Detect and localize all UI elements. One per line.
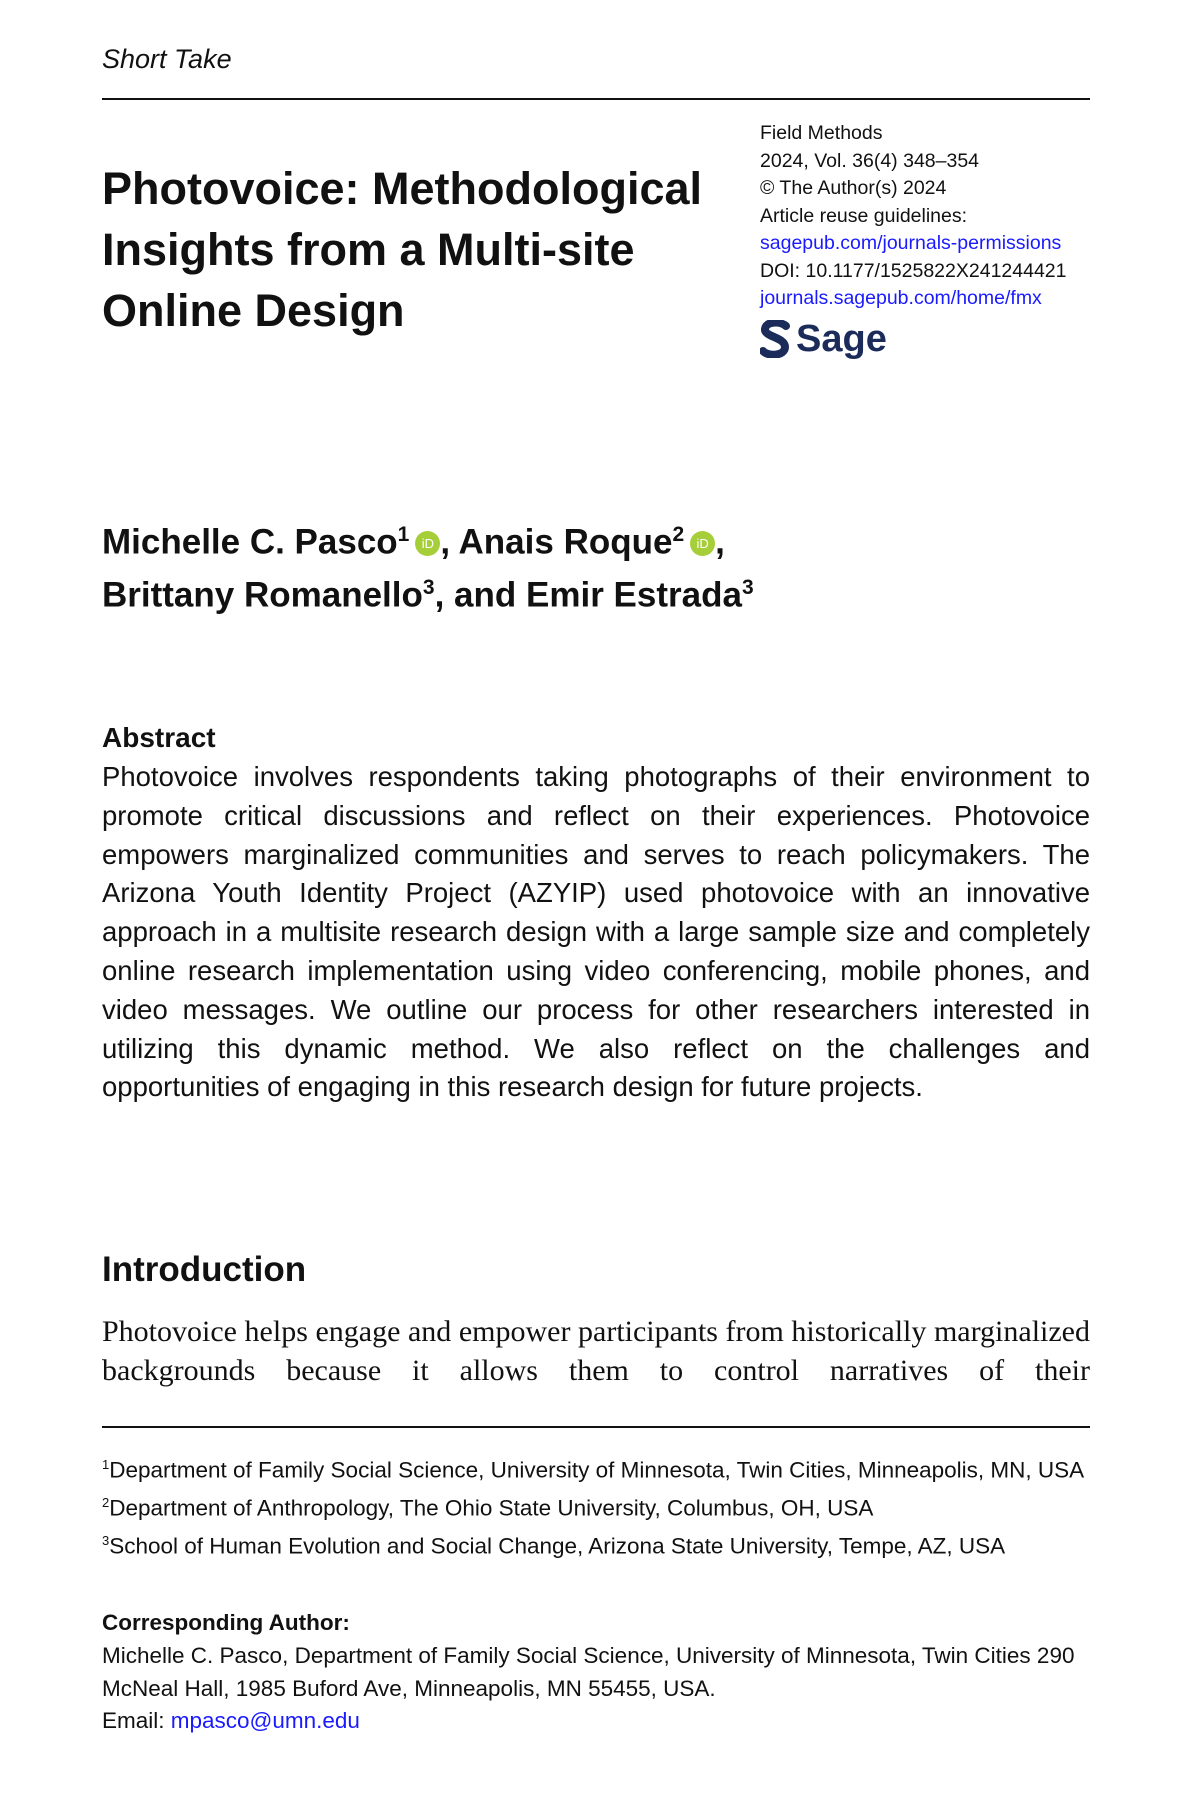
affiliation-marker: 3: [741, 575, 754, 599]
reuse-link[interactable]: sagepub.com/journals-permissions: [760, 232, 1062, 254]
affiliations: [102, 1449, 1090, 1563]
header-rule: [102, 98, 1090, 100]
author-list: [102, 512, 754, 617]
reuse-label: Article reuse guidelines:: [760, 204, 968, 227]
corresponding-heading: Corresponding Author:: [102, 1610, 350, 1635]
affiliation-item: $^3$School of Human Evolution and Social Change, Arizona State University, Tempe, AZ, USA: [102, 1533, 1006, 1559]
affiliation-marker: 2: [672, 523, 685, 546]
introduction-text: Photovoice helps engage and empower participants from historically marginalized backgrounds because it allows them to control narratives of their: [102, 1315, 1090, 1387]
abstract-heading: Abstract: [102, 722, 216, 753]
author-name[interactable]: Emir Estrada: [526, 575, 742, 615]
separator: ,: [715, 522, 725, 562]
sage-wordmark: Sage: [796, 317, 887, 360]
journal-link[interactable]: journals.sagepub.com/home/fmx: [760, 287, 1042, 309]
affiliation-item: $^2$Department of Anthropology, The Ohio State University, Columbus, OH, USA: [102, 1495, 874, 1521]
orcid-icon[interactable]: iD: [415, 531, 440, 556]
orcid-icon[interactable]: iD: [690, 531, 715, 556]
email-link[interactable]: mpasco@umn.edu: [170, 1708, 360, 1733]
copyright: © The Author(s) 2024: [760, 177, 947, 199]
separator: ,: [440, 522, 451, 562]
affiliation-marker: 1: [397, 523, 410, 546]
email-label: Email:: [102, 1708, 171, 1733]
journal-name: Field Methods: [760, 122, 883, 144]
author-name[interactable]: Anais Roque: [458, 522, 673, 562]
sage-logo: [760, 317, 1067, 361]
volume-info: 2024, Vol. 36(4) 348–354: [760, 149, 980, 172]
corresponding-author: [102, 1640, 1090, 1738]
author-name[interactable]: Brittany Romanello: [102, 575, 423, 615]
separator: , and: [434, 575, 517, 615]
journal-meta: [760, 120, 1067, 361]
affiliation-item: $^1$Department of Family Social Science, University of Minnesota, Twin Cities, Minneapolis, MN, USA: [102, 1457, 1085, 1483]
sage-s-icon: [760, 320, 790, 358]
author-name[interactable]: Michelle C. Pasco: [102, 522, 398, 562]
footnote-rule: [102, 1426, 1090, 1428]
doi: DOI: 10.1177/1525822X241244421: [760, 259, 1067, 282]
corresponding-address: Michelle C. Pasco, Department of Family Social Science, University of Minnesota, Twin Cities 290 McNeal Hall, 1985 Buford Ave, Minneapolis, MN 55455, USA.: [102, 1643, 1075, 1701]
section-label: Short Take: [102, 44, 232, 74]
article-title: Photovoice: Methodological Insights from a Multi-site Online Design: [102, 163, 703, 336]
affiliation-marker: 3: [422, 575, 435, 599]
abstract-text: Photovoice involves respondents taking photographs of their environment to promote critical discussions and reflect on their experiences. Photovoice empowers marginalized communities and serves to reach policymakers. The Arizona Youth Identity Project (AZYIP) used photovoice with an innovative approach in a multisite research design with a large sample size and completely online research implementation using video conferencing, mobile phones, and video messages. We outline our process for other researchers interested in utilizing this dynamic method. We also reflect on the challenges and opportunities of engaging in this research design for future projects.: [102, 761, 1090, 1103]
introduction-heading: Introduction: [102, 1250, 307, 1289]
